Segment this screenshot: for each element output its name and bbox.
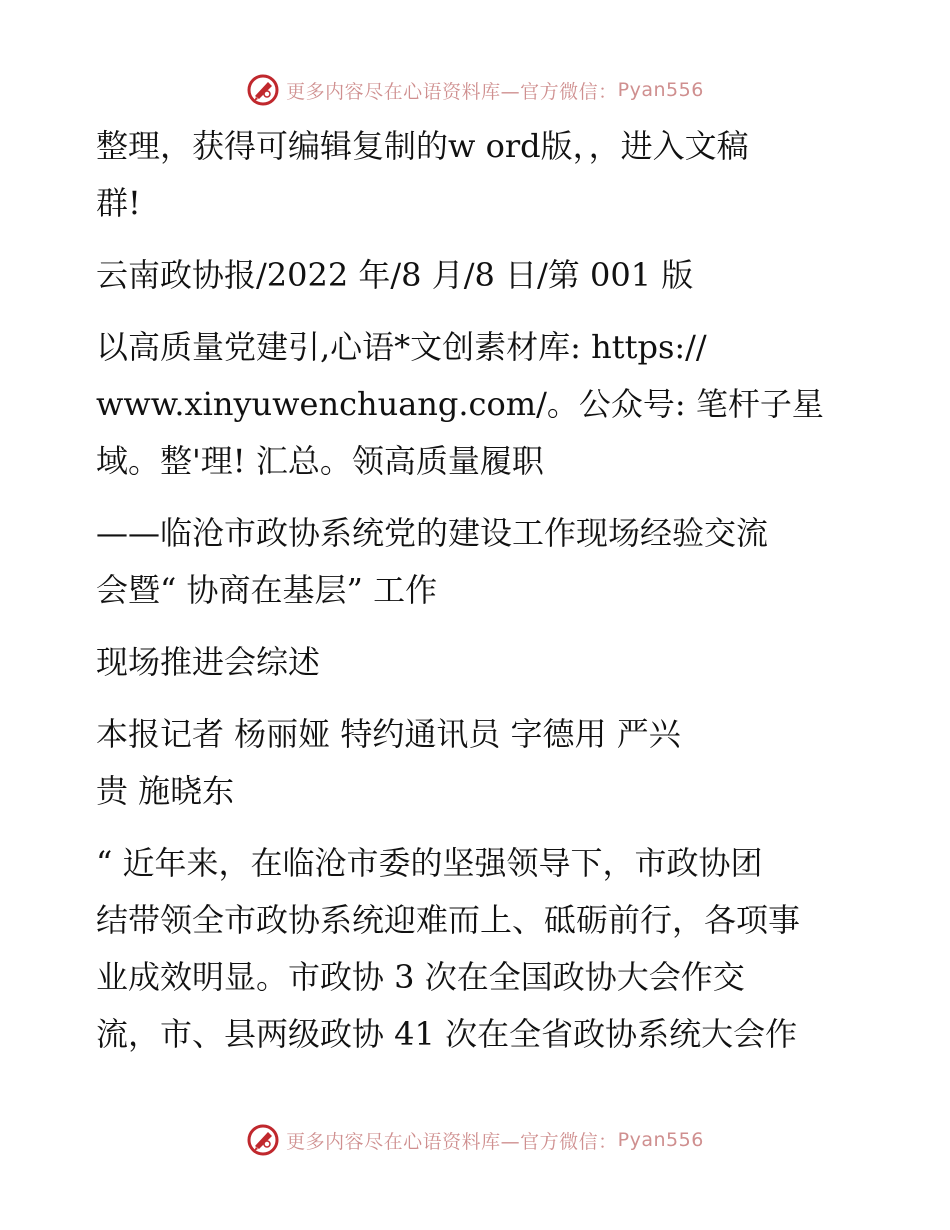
banner-text: 更多内容尽在心语资料库—官方微信： — [286, 1130, 618, 1153]
paragraph — [96, 706, 856, 820]
text-line: 贵 施晓东 — [96, 772, 235, 810]
paragraph — [96, 505, 856, 619]
text-line: 现场推进会综述 — [96, 643, 321, 681]
banner-wechat-id: Pyan556 — [617, 1129, 704, 1151]
text-line: 云南政协报/2022 年/8 月/8 日/第 001 版 — [96, 256, 694, 294]
paragraph — [96, 634, 856, 691]
paragraph — [96, 247, 856, 304]
text-line: ——临沧市政协系统党的建设工作现场经验交流 — [96, 514, 769, 552]
text-line: “ 近年来，在临沧市委的坚强领导下，市政协团 — [96, 844, 763, 882]
text-line: 域。整'理! 汇总。领高质量履职 — [96, 442, 544, 480]
text-line: 业成效明显。市政协 3 次在全国政协大会作交 — [96, 958, 745, 996]
text-line: 整理，获得可编辑复制的w ord版，，进入文稿 — [96, 127, 749, 165]
library-logo-icon — [246, 1123, 280, 1157]
banner-text: 更多内容尽在心语资料库—官方微信： — [286, 80, 618, 103]
text-line: www.xinyuwenchuang.com/。公众号: 笔杆子星 — [96, 385, 824, 423]
library-logo-icon — [246, 73, 280, 107]
header-banner — [0, 70, 950, 110]
paragraph — [96, 118, 856, 232]
text-line: 以高质量党建引,心语*文创素材库: https:// — [96, 328, 707, 366]
text-line: 会暨“ 协商在基层” 工作 — [96, 571, 438, 609]
footer-banner — [0, 1120, 950, 1160]
banner-wechat-id: Pyan556 — [617, 79, 704, 101]
paragraph — [96, 835, 856, 1063]
text-line: 群! — [96, 184, 141, 222]
document-body — [96, 118, 856, 1078]
text-line: 结带领全市政协系统迎难而上、砥砺前行，各项事 — [96, 901, 801, 939]
text-line: 本报记者 杨丽娅 特约通讯员 字德用 严兴 — [96, 715, 681, 753]
paragraph — [96, 319, 856, 490]
text-line: 流，市、县两级政协 41 次在全省政协系统大会作 — [96, 1015, 798, 1053]
